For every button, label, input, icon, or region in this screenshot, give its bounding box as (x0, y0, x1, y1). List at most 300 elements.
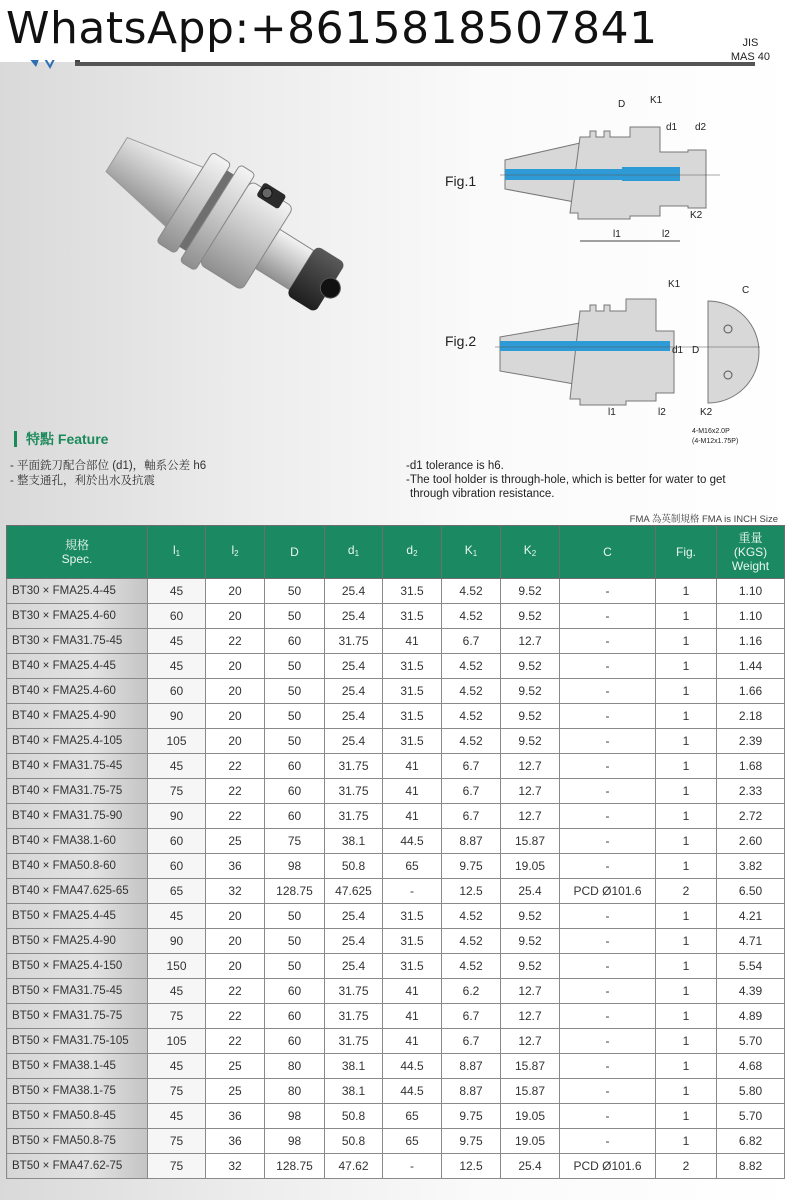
cell-K2: 9.52 (501, 904, 560, 929)
cell-D: 80 (265, 1079, 325, 1104)
cell-D: 60 (265, 979, 325, 1004)
cell-fig: 1 (656, 1054, 717, 1079)
col-fig: Fig. (656, 526, 717, 579)
cell-C: - (560, 954, 656, 979)
cell-d1: 50.8 (325, 1104, 383, 1129)
cell-l2: 22 (206, 754, 265, 779)
figure-1-drawing (400, 85, 800, 255)
cell-d1: 25.4 (325, 579, 383, 604)
cell-K1: 6.7 (442, 629, 501, 654)
cell-spec: BT50 × FMA25.4-150 (7, 954, 148, 979)
cell-K2: 9.52 (501, 604, 560, 629)
cell-l1: 90 (148, 804, 206, 829)
feature-list-zh (10, 459, 206, 489)
cell-d1: 25.4 (325, 604, 383, 629)
cell-C: - (560, 604, 656, 629)
cell-fig: 1 (656, 629, 717, 654)
cell-D: 60 (265, 779, 325, 804)
fig1-dim-K2: K2 (690, 210, 703, 221)
cell-l2: 36 (206, 854, 265, 879)
table-body (7, 579, 785, 1179)
cell-D: 128.75 (265, 879, 325, 904)
cell-fig: 1 (656, 779, 717, 804)
cell-d2: 31.5 (383, 579, 442, 604)
table-row (7, 629, 785, 654)
cell-spec: BT40 × FMA47.625-65 (7, 879, 148, 904)
table-row (7, 979, 785, 1004)
cell-spec: BT40 × FMA25.4-90 (7, 704, 148, 729)
cell-spec: BT50 × FMA50.8-45 (7, 1104, 148, 1129)
cell-d1: 31.75 (325, 979, 383, 1004)
cell-C: - (560, 1129, 656, 1154)
cell-C: - (560, 1079, 656, 1104)
cell-weight: 1.44 (717, 654, 785, 679)
cell-d1: 31.75 (325, 754, 383, 779)
cell-spec: BT50 × FMA25.4-45 (7, 904, 148, 929)
cell-K1: 4.52 (442, 729, 501, 754)
cell-d2: 41 (383, 1004, 442, 1029)
cell-d1: 25.4 (325, 704, 383, 729)
figure-1 (400, 85, 800, 255)
table-row (7, 579, 785, 604)
cell-l2: 22 (206, 629, 265, 654)
cell-D: 50 (265, 704, 325, 729)
cell-fig: 1 (656, 829, 717, 854)
cell-weight: 1.68 (717, 754, 785, 779)
cell-l2: 22 (206, 1004, 265, 1029)
cell-l1: 65 (148, 879, 206, 904)
table-row (7, 679, 785, 704)
cell-D: 98 (265, 1129, 325, 1154)
cell-d2: - (383, 879, 442, 904)
cell-K1: 6.7 (442, 779, 501, 804)
cell-l1: 60 (148, 604, 206, 629)
cell-d2: 41 (383, 1029, 442, 1054)
col-weight: 重量 (KGS) Weight (717, 526, 785, 579)
table-row (7, 1054, 785, 1079)
cell-l1: 60 (148, 854, 206, 879)
cell-K2: 19.05 (501, 1104, 560, 1129)
cell-l2: 25 (206, 829, 265, 854)
fig2-dim-d1: d1 (672, 345, 684, 356)
col-l2: $l_2$ (206, 526, 265, 579)
table-row (7, 904, 785, 929)
table-row (7, 1004, 785, 1029)
cell-K1: 8.87 (442, 1079, 501, 1104)
cell-d1: 38.1 (325, 1079, 383, 1104)
cell-d2: 65 (383, 1129, 442, 1154)
cell-K1: 6.7 (442, 1029, 501, 1054)
cell-K2: 25.4 (501, 1154, 560, 1179)
cell-spec: BT40 × FMA50.8-60 (7, 854, 148, 879)
fig2-dim-C: C (742, 285, 750, 296)
cell-spec: BT40 × FMA31.75-45 (7, 754, 148, 779)
cell-l1: 45 (148, 629, 206, 654)
cell-spec: BT40 × FMA38.1-60 (7, 829, 148, 854)
cell-l2: 22 (206, 1029, 265, 1054)
cell-weight: 2.39 (717, 729, 785, 754)
cell-d1: 25.4 (325, 654, 383, 679)
cell-D: 50 (265, 579, 325, 604)
cell-l2: 25 (206, 1054, 265, 1079)
cell-l1: 45 (148, 1104, 206, 1129)
cell-C: - (560, 654, 656, 679)
cell-l2: 20 (206, 679, 265, 704)
fig1-dim-l2: l2 (662, 229, 670, 240)
cell-D: 60 (265, 629, 325, 654)
cell-l1: 90 (148, 704, 206, 729)
table-row (7, 829, 785, 854)
feature-heading: 特點 Feature (14, 431, 108, 447)
col-K1: $K_1$ (442, 526, 501, 579)
table-row (7, 879, 785, 904)
cell-K2: 9.52 (501, 654, 560, 679)
cell-C: - (560, 679, 656, 704)
cell-K1: 8.87 (442, 1054, 501, 1079)
cell-D: 50 (265, 729, 325, 754)
cell-spec: BT50 × FMA31.75-105 (7, 1029, 148, 1054)
table-row (7, 754, 785, 779)
cell-weight: 1.16 (717, 629, 785, 654)
table-row (7, 854, 785, 879)
cell-K1: 12.5 (442, 879, 501, 904)
cell-K2: 9.52 (501, 929, 560, 954)
whatsapp-watermark: WhatsApp:+8615818507841 (6, 0, 666, 60)
cell-fig: 1 (656, 979, 717, 1004)
cell-l1: 75 (148, 1129, 206, 1154)
cell-weight: 5.54 (717, 954, 785, 979)
cell-D: 80 (265, 1054, 325, 1079)
cell-K1: 4.52 (442, 654, 501, 679)
cell-K1: 12.5 (442, 1154, 501, 1179)
cell-D: 60 (265, 1029, 325, 1054)
cell-d1: 31.75 (325, 779, 383, 804)
cell-spec: BT50 × FMA47.62-75 (7, 1154, 148, 1179)
cell-fig: 1 (656, 904, 717, 929)
cell-D: 60 (265, 804, 325, 829)
cell-spec: BT40 × FMA25.4-45 (7, 654, 148, 679)
fig2-dim-K2: K2 (700, 407, 713, 418)
cell-l2: 32 (206, 1154, 265, 1179)
cell-weight: 5.70 (717, 1104, 785, 1129)
cell-d1: 50.8 (325, 1129, 383, 1154)
cell-d1: 25.4 (325, 729, 383, 754)
cell-weight: 2.33 (717, 779, 785, 804)
cell-C: - (560, 754, 656, 779)
cell-spec: BT50 × FMA31.75-45 (7, 979, 148, 1004)
feature-en-item: -d1 tolerance is h6. (406, 460, 504, 472)
spec-table (6, 525, 785, 1179)
cell-l1: 90 (148, 929, 206, 954)
fig1-dim-D: D (618, 99, 626, 110)
cell-weight: 6.50 (717, 879, 785, 904)
cell-K2: 12.7 (501, 779, 560, 804)
cell-K1: 9.75 (442, 1104, 501, 1129)
cell-l1: 45 (148, 654, 206, 679)
figure-2-drawing (400, 265, 800, 455)
cell-C: - (560, 1104, 656, 1129)
table-row (7, 1104, 785, 1129)
standard-label (731, 36, 770, 64)
cell-weight: 5.80 (717, 1079, 785, 1104)
cell-spec: BT50 × FMA25.4-90 (7, 929, 148, 954)
cell-K2: 12.7 (501, 979, 560, 1004)
cell-d1: 25.4 (325, 929, 383, 954)
cell-d2: 44.5 (383, 1054, 442, 1079)
cell-weight: 4.89 (717, 1004, 785, 1029)
cell-C: - (560, 904, 656, 929)
cell-weight: 1.10 (717, 579, 785, 604)
cell-fig: 1 (656, 1029, 717, 1054)
cell-l2: 20 (206, 954, 265, 979)
cell-d1: 38.1 (325, 1054, 383, 1079)
cell-fig: 1 (656, 704, 717, 729)
col-C: C (560, 526, 656, 579)
feature-list-en (406, 459, 786, 501)
cell-fig: 1 (656, 854, 717, 879)
cell-weight: 5.70 (717, 1029, 785, 1054)
table-row (7, 1079, 785, 1104)
fig2-dim-D: D (692, 345, 700, 356)
cell-K2: 9.52 (501, 704, 560, 729)
cell-l1: 75 (148, 1079, 206, 1104)
cell-K2: 12.7 (501, 629, 560, 654)
cell-fig: 1 (656, 729, 717, 754)
cell-d1: 25.4 (325, 954, 383, 979)
table-row (7, 704, 785, 729)
cell-spec: BT40 × FMA31.75-75 (7, 779, 148, 804)
cell-K1: 6.7 (442, 1004, 501, 1029)
cell-fig: 1 (656, 1079, 717, 1104)
cell-l2: 25 (206, 1079, 265, 1104)
cell-weight: 2.60 (717, 829, 785, 854)
cell-d2: 31.5 (383, 929, 442, 954)
cell-spec: BT30 × FMA31.75-45 (7, 629, 148, 654)
cell-C: - (560, 779, 656, 804)
cell-d2: 41 (383, 629, 442, 654)
standard-jis: JIS (742, 37, 759, 49)
cell-D: 128.75 (265, 1154, 325, 1179)
cell-K2: 12.7 (501, 1004, 560, 1029)
cell-weight: 4.71 (717, 929, 785, 954)
table-header-row (7, 526, 785, 579)
cell-l1: 75 (148, 1004, 206, 1029)
cell-d1: 38.1 (325, 829, 383, 854)
cell-l2: 20 (206, 704, 265, 729)
cell-fig: 2 (656, 879, 717, 904)
cell-K1: 4.52 (442, 604, 501, 629)
cell-K1: 9.75 (442, 854, 501, 879)
cell-K2: 15.87 (501, 1054, 560, 1079)
table-row (7, 1029, 785, 1054)
col-spec: 規格 Spec. (7, 526, 148, 579)
cell-l1: 105 (148, 729, 206, 754)
cell-d1: 50.8 (325, 854, 383, 879)
cell-C: - (560, 1029, 656, 1054)
cell-spec: BT50 × FMA38.1-45 (7, 1054, 148, 1079)
cell-d2: 31.5 (383, 679, 442, 704)
cell-l1: 105 (148, 1029, 206, 1054)
cell-fig: 1 (656, 1004, 717, 1029)
cell-d2: 31.5 (383, 604, 442, 629)
cell-C: - (560, 629, 656, 654)
cell-fig: 1 (656, 579, 717, 604)
cell-d1: 31.75 (325, 629, 383, 654)
cell-l2: 20 (206, 579, 265, 604)
cell-l1: 60 (148, 829, 206, 854)
cell-l2: 20 (206, 729, 265, 754)
table-row (7, 604, 785, 629)
cell-l1: 75 (148, 1154, 206, 1179)
cell-C: - (560, 579, 656, 604)
col-l1: $l_1$ (148, 526, 206, 579)
cell-C: - (560, 729, 656, 754)
cell-spec: BT40 × FMA25.4-105 (7, 729, 148, 754)
cell-K2: 9.52 (501, 579, 560, 604)
cell-l2: 20 (206, 929, 265, 954)
cell-D: 60 (265, 1004, 325, 1029)
cell-C: - (560, 1054, 656, 1079)
cell-d2: 65 (383, 1104, 442, 1129)
cell-K2: 9.52 (501, 954, 560, 979)
cell-K2: 19.05 (501, 1129, 560, 1154)
cell-D: 50 (265, 604, 325, 629)
cell-K1: 4.52 (442, 904, 501, 929)
cell-K2: 9.52 (501, 729, 560, 754)
cell-d2: 41 (383, 804, 442, 829)
cell-l1: 45 (148, 904, 206, 929)
standard-mas: MAS 40 (730, 51, 770, 63)
cell-K1: 6.7 (442, 804, 501, 829)
fig2-dim-l1: l1 (608, 407, 616, 418)
fig1-dim-K1: K1 (650, 95, 663, 106)
table-row (7, 654, 785, 679)
cell-fig: 1 (656, 929, 717, 954)
cell-C: - (560, 829, 656, 854)
cell-l2: 20 (206, 654, 265, 679)
cell-D: 50 (265, 954, 325, 979)
cell-d2: 31.5 (383, 704, 442, 729)
cell-l1: 45 (148, 1054, 206, 1079)
cell-spec: BT50 × FMA31.75-75 (7, 1004, 148, 1029)
cell-weight: 6.82 (717, 1129, 785, 1154)
cell-D: 50 (265, 904, 325, 929)
cell-K1: 6.7 (442, 754, 501, 779)
cell-K1: 9.75 (442, 1129, 501, 1154)
figure-2 (400, 265, 800, 455)
cell-spec: BT30 × FMA25.4-60 (7, 604, 148, 629)
cell-D: 60 (265, 754, 325, 779)
cell-spec: BT50 × FMA38.1-75 (7, 1079, 148, 1104)
cell-K1: 4.52 (442, 679, 501, 704)
cell-K2: 9.52 (501, 679, 560, 704)
feature-en-item: through vibration resistance. (410, 488, 555, 500)
cell-C: - (560, 704, 656, 729)
cell-weight: 1.66 (717, 679, 785, 704)
cell-fig: 1 (656, 1104, 717, 1129)
cell-fig: 2 (656, 1154, 717, 1179)
cell-l2: 36 (206, 1104, 265, 1129)
figure-1-label: Fig.1 (445, 173, 477, 189)
cell-l2: 20 (206, 904, 265, 929)
cell-l2: 32 (206, 879, 265, 904)
cell-weight: 4.21 (717, 904, 785, 929)
cell-D: 50 (265, 929, 325, 954)
cell-l1: 45 (148, 979, 206, 1004)
fma-inch-note: FMA 為英制規格 FMA is INCH Size (629, 514, 778, 525)
cell-l2: 22 (206, 804, 265, 829)
cell-C: PCD Ø101.6 (560, 879, 656, 904)
cell-l2: 22 (206, 979, 265, 1004)
fig1-dim-d2: d2 (695, 122, 707, 133)
table-row (7, 954, 785, 979)
cell-D: 50 (265, 679, 325, 704)
cell-K2: 15.87 (501, 829, 560, 854)
cell-fig: 1 (656, 654, 717, 679)
cell-weight: 3.82 (717, 854, 785, 879)
table-row (7, 729, 785, 754)
cell-d1: 25.4 (325, 679, 383, 704)
fig2-thread-secondary: (4-M12x1.75P) (692, 438, 739, 445)
cell-weight: 1.10 (717, 604, 785, 629)
cell-l1: 45 (148, 754, 206, 779)
cell-K2: 12.7 (501, 1029, 560, 1054)
cell-fig: 1 (656, 754, 717, 779)
cell-K1: 6.2 (442, 979, 501, 1004)
cell-K1: 4.52 (442, 929, 501, 954)
cell-d1: 31.75 (325, 804, 383, 829)
cell-spec: BT40 × FMA31.75-90 (7, 804, 148, 829)
cell-d2: 44.5 (383, 1079, 442, 1104)
cell-d2: 31.5 (383, 954, 442, 979)
cell-K1: 4.52 (442, 954, 501, 979)
cell-spec: BT50 × FMA50.8-75 (7, 1129, 148, 1154)
cell-d2: 31.5 (383, 904, 442, 929)
fig1-dim-d1: d1 (666, 122, 678, 133)
cell-weight: 4.39 (717, 979, 785, 1004)
cell-fig: 1 (656, 1129, 717, 1154)
cell-l1: 150 (148, 954, 206, 979)
col-D: D (265, 526, 325, 579)
table-row (7, 1129, 785, 1154)
table-row (7, 779, 785, 804)
cell-D: 50 (265, 654, 325, 679)
cell-fig: 1 (656, 679, 717, 704)
cell-d2: 31.5 (383, 729, 442, 754)
fig1-dim-l1: l1 (613, 229, 621, 240)
cell-K1: 4.52 (442, 579, 501, 604)
cell-l2: 36 (206, 1129, 265, 1154)
cell-l1: 75 (148, 779, 206, 804)
cell-weight: 2.72 (717, 804, 785, 829)
cell-d2: 44.5 (383, 829, 442, 854)
cell-K2: 25.4 (501, 879, 560, 904)
cell-weight: 2.18 (717, 704, 785, 729)
col-d1: $d_1$ (325, 526, 383, 579)
cell-d1: 47.62 (325, 1154, 383, 1179)
cell-fig: 1 (656, 604, 717, 629)
feature-zh-item: - 整支通孔，利於出水及抗震 (10, 475, 156, 487)
cell-K2: 15.87 (501, 1079, 560, 1104)
cell-d2: 65 (383, 854, 442, 879)
cell-D: 98 (265, 854, 325, 879)
cell-C: - (560, 854, 656, 879)
feature-zh-item: - 平面銑刀配合部位 (d1)，軸系公差 h6 (10, 460, 207, 472)
cell-l2: 20 (206, 604, 265, 629)
fig2-dim-l2: l2 (658, 407, 666, 418)
cell-d1: 31.75 (325, 1029, 383, 1054)
figure-2-label: Fig.2 (445, 333, 477, 349)
